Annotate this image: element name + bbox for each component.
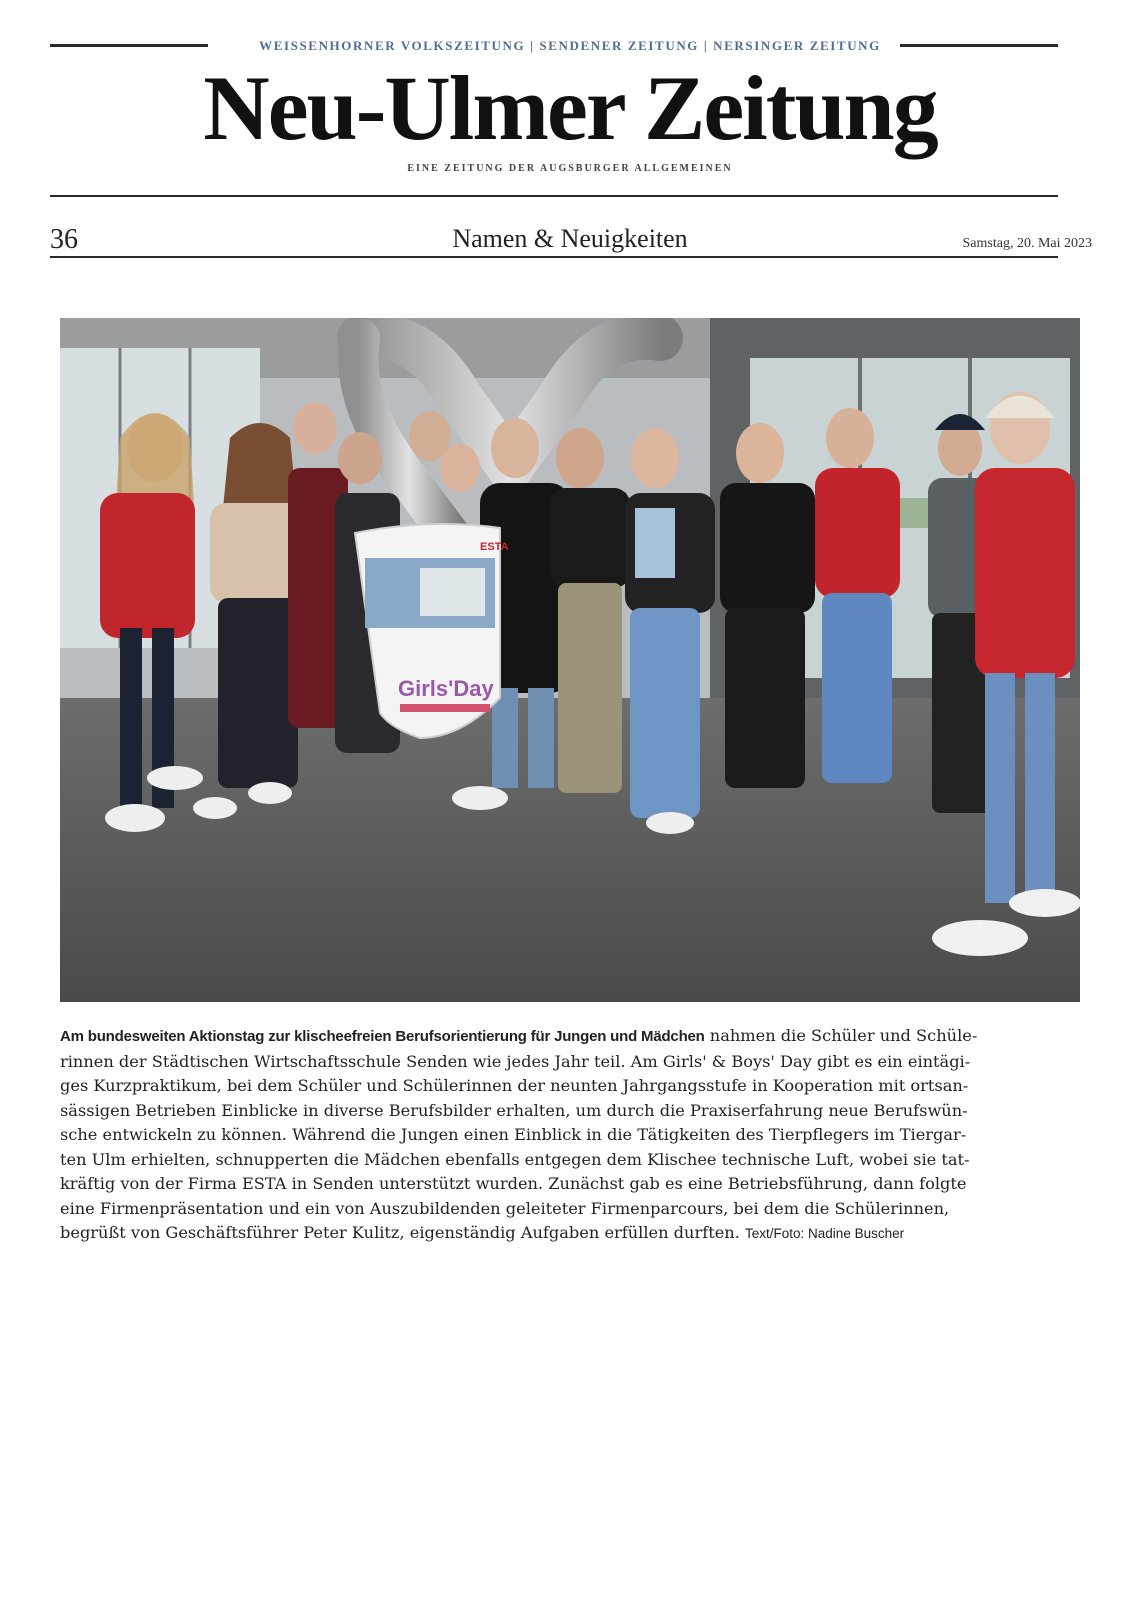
caption-line-6: ten Ulm erhielten, schnupperten die Mädchen ebenfalls entgegen dem Klischee technische Luft, wobei sie tat-: [60, 1149, 970, 1169]
photo-caption: [60, 1024, 1084, 1247]
caption-line-9: [60, 1221, 1084, 1247]
page-header-rule: [50, 256, 1058, 258]
caption-line-8: eine Firmenpräsentation und ein von Auszubildenden geleiteter Firmenparcours, bei dem die Schülerinnen,: [60, 1198, 950, 1218]
banner-logo-text: Girls'Day: [398, 676, 494, 701]
caption-line-2: rinnen der Städtischen Wirtschaftsschule Senden wie jedes Jahr teil. Am Girls' & Boys' Day gibt es ein eintägi-: [60, 1051, 971, 1071]
caption-line-7: kräftig von der Firma ESTA in Senden unterstützt wurden. Zunächst gab es eine Betriebsführung, dann folgte: [60, 1174, 967, 1193]
masthead-bottom-rule: [50, 195, 1058, 197]
caption-line-1: [60, 1024, 1084, 1050]
group-photo: [60, 318, 1080, 1002]
caption-text-9: begrüßt von Geschäftsführer Peter Kulitz, eigenständig Aufgaben erfüllen durften.: [60, 1223, 746, 1242]
issue-date: Samstag, 20. Mai 2023: [962, 236, 1092, 251]
section-title: Namen & Neuigkeiten: [452, 224, 688, 253]
caption-line-3: ges Kurzpraktikum, bei dem Schüler und Schülerinnen der neunten Jahrgangsstufe in Kooperation mit ortsan-: [60, 1076, 969, 1095]
caption-line-4: sässigen Betrieben Einblicke in diverse Berufsbilder erhalten, um durch die Praxiserfahrung neue Berufswün-: [60, 1100, 968, 1120]
caption-text-1: nahmen die Schüler und Schüle-: [704, 1026, 978, 1045]
newspaper-title: Neu-Ulmer Zeitung: [203, 57, 937, 159]
caption-line-5: sche entwickeln zu können. Während die Jungen einen Einblick in die Tätigkeiten des Tierpflegers im Tiergar-: [60, 1125, 967, 1144]
masthead-subline: EINE ZEITUNG DER AUGSBURGER ALLGEMEINEN: [407, 163, 733, 174]
masthead-kicker: WEISSENHORNER VOLKSZEITUNG | SENDENER ZEITUNG | NERSINGER ZEITUNG: [259, 38, 881, 53]
banner-brand-text: ESTA: [480, 541, 509, 553]
girls-day-banner: [355, 524, 509, 738]
caption-lead: Am bundesweiten Aktionstag zur klischeefreien Berufsorientierung für Jungen und Mädchen: [60, 1028, 705, 1045]
photo-credit: Text/Foto: Nadine Buscher: [745, 1226, 905, 1241]
page-number: 36: [50, 224, 78, 255]
